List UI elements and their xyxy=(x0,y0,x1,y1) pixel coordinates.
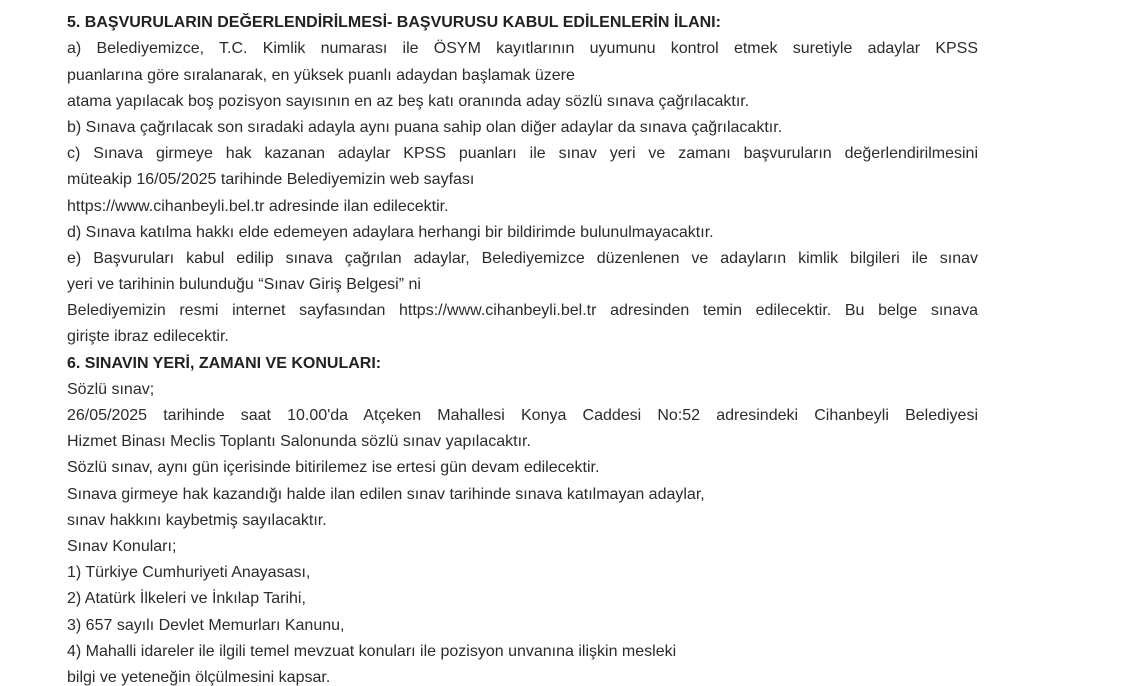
section-6-line-8: 1) Türkiye Cumhuriyeti Anayasası, xyxy=(67,564,311,582)
section-5-line-c3: https://www.cihanbeyli.bel.tr adresinde ilan edilecektir. xyxy=(67,197,449,215)
section-5-line-b: b) Sınava çağrılacak son sıradaki adayla aynı puana sahip olan diğer adaylar da sınava çağrılacaktır. xyxy=(67,118,783,136)
section-5-line-a1: a) Belediyemizce, T.C. Kimlik numarası ile ÖSYM kayıtlarının uyumunu kontrol etmek suretiyle adaylar KPSS xyxy=(67,40,978,58)
section-6-line-9: 2) Atatürk İlkeleri ve İnkılap Tarihi, xyxy=(67,590,306,608)
section-5-line-e2: yeri ve tarihinin bulunduğu “Sınav Giriş Belgesi” ni xyxy=(67,276,421,294)
section-6-line-4: Sözlü sınav, aynı gün içerisinde bitirilemez ise ertesi gün devam edilecektir. xyxy=(67,459,600,477)
section-5-heading: 5. BAŞVURULARIN DEĞERLENDİRİLMESİ- BAŞVURUSU KABUL EDİLENLERİN İLANI: xyxy=(67,14,721,32)
section-6-line-12: bilgi ve yeteneğin ölçülmesini kapsar. xyxy=(67,668,331,686)
section-6-line-7: Sınav Konuları; xyxy=(67,537,177,555)
section-5-line-d: d) Sınava katılma hakkı elde edemeyen adaylara herhangi bir bildirimde bulunulmayacaktır. xyxy=(67,223,714,241)
section-5-line-a3: atama yapılacak boş pozisyon sayısının en az beş katı oranında aday sözlü sınava çağrılacaktır. xyxy=(67,92,750,110)
cropped-top-line xyxy=(67,0,978,10)
section-6-line-10: 3) 657 sayılı Devlet Memurları Kanunu, xyxy=(67,616,345,634)
document-body xyxy=(67,0,978,686)
section-6-line-5: Sınava girmeye hak kazandığı halde ilan edilen sınav tarihinde sınava katılmayan adaylar, xyxy=(67,485,705,503)
section-6-line-1: Sözlü sınav; xyxy=(67,380,155,398)
section-5-line-e1: e) Başvuruları kabul edilip sınava çağrılan adaylar, Belediyemizce düzenlenen ve adayların kimlik bilgileri ile sınav xyxy=(67,249,978,267)
section-6-line-3: Hizmet Binası Meclis Toplantı Salonunda sözlü sınav yapılacaktır. xyxy=(67,433,531,451)
section-5-line-c2: müteakip 16/05/2025 tarihinde Belediyemizin web sayfası xyxy=(67,171,475,189)
section-6-line-6: sınav hakkını kaybetmiş sayılacaktır. xyxy=(67,511,327,529)
section-6-line-11: 4) Mahalli idareler ile ilgili temel mevzuat konuları ile pozisyon unvanına ilişkin mesleki xyxy=(67,642,677,660)
section-5-line-e4: girişte ibraz edilecektir. xyxy=(67,328,229,346)
section-5-line-c1: c) Sınava girmeye hak kazanan adaylar KPSS puanları ile sınav yeri ve zamanı başvuruların değerlendirilmesini xyxy=(67,145,978,163)
section-6-line-2: 26/05/2025 tarihinde saat 10.00'da Atçeken Mahallesi Konya Caddesi No:52 adresindeki Cihanbeyli Belediyesi xyxy=(67,407,978,424)
section-5-line-e3: Belediyemizin resmi internet sayfasından https://www.cihanbeyli.bel.tr adresinden temin edilecektir. Bu belge sınava xyxy=(67,302,978,320)
section-5-line-a2: puanlarına göre sıralanarak, en yüksek puanlı adaydan başlamak üzere xyxy=(67,66,575,84)
section-6-heading: 6. SINAVIN YERİ, ZAMANI VE KONULARI: xyxy=(67,354,382,372)
